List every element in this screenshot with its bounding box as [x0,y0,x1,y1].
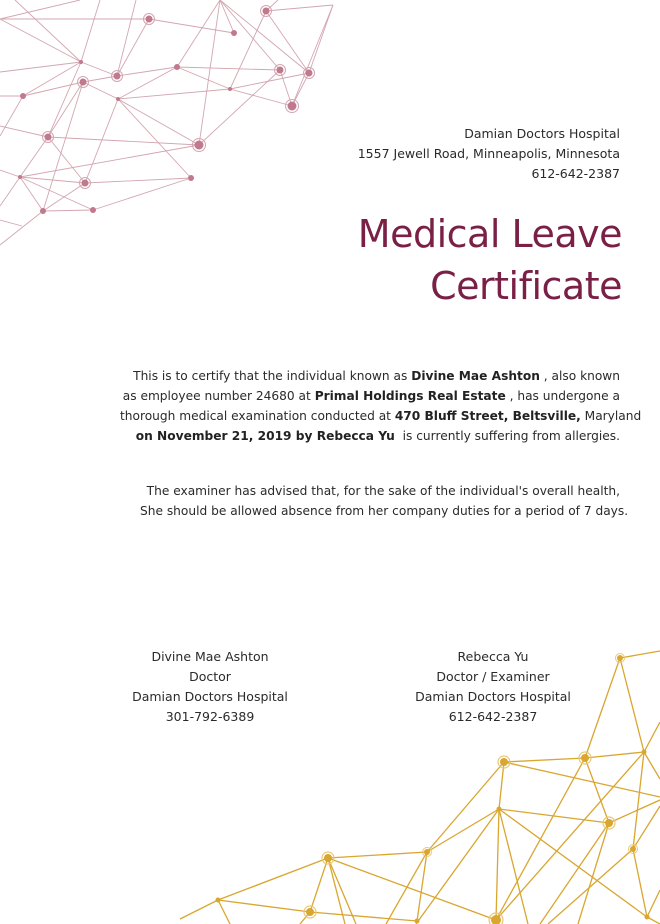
advice-paragraph [140,481,629,521]
company-name: Primal Holdings Real Estate [314,389,506,403]
paragraph-line-4 [120,426,620,446]
signatory-phone: 612-642-2387 [448,709,538,724]
signatory-role: Doctor [189,669,231,684]
advice-line-2: She should be allowed absence from her company duties for a period of 7 days. [140,504,629,518]
text-segment: thorough medical examination conducted at [120,409,395,423]
signature-block-examiner [383,647,603,727]
signatory-organization: Damian Doctors Hospital [415,689,571,704]
signature-block-patient [100,647,320,727]
signatory-phone: 301-792-6389 [165,709,255,724]
signatory-organization: Damian Doctors Hospital [132,689,288,704]
text-segment: This is to certify that the individual known as [133,369,412,383]
certification-paragraph [120,366,642,446]
exam-date-examiner: on November 21, 2019 by Rebecca Yu [135,429,395,443]
signatory-name: Divine Mae Ashton [151,649,269,664]
signatory-role: Doctor / Examiner [436,669,550,684]
hospital-phone: 612-642-2387 [531,166,620,181]
title-line-2: Certificate [430,264,622,308]
text-segment: , has undergone a [505,389,620,403]
hospital-info [358,124,620,184]
title-line-1: Medical Leave [357,212,622,256]
top-network-nodes-icon [18,6,315,215]
top-network-icon [0,0,333,245]
patient-name: Divine Mae Ashton [411,369,540,383]
paragraph-line-3 [120,406,642,426]
hospital-name: Damian Doctors Hospital [464,126,620,141]
hospital-address: 1557 Jewell Road, Minneapolis, Minnesota [357,146,620,161]
text-segment: is currently suffering from allergies. [394,429,620,443]
page-title [358,208,622,312]
exam-location: 470 Bluff Street, Beltsville, [394,409,581,423]
text-segment: as employee number 24680 at [122,389,315,403]
text-segment: Maryland [580,409,642,423]
text-segment: , also known [539,369,620,383]
advice-line-1: The examiner has advised that, for the sake of the individual's overall health, [146,484,620,498]
paragraph-line-2 [120,386,620,406]
signatory-name: Rebecca Yu [457,649,529,664]
paragraph-line-1 [120,366,620,386]
